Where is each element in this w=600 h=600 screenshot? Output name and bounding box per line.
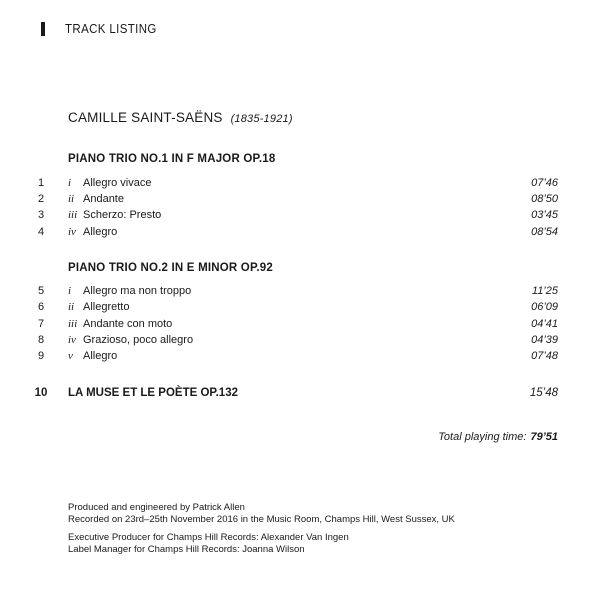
- movement-numeral: iv: [68, 334, 76, 346]
- track-title: Allegro: [83, 226, 118, 238]
- track-duration: 08’50: [531, 193, 558, 205]
- track-number: 9: [37, 350, 45, 362]
- movement-numeral: v: [68, 350, 73, 362]
- track-row[interactable]: [0, 285, 600, 301]
- track-duration: 15’48: [529, 387, 558, 399]
- track-number: 5: [37, 285, 45, 297]
- credit-label-manager: Label Manager for Champs Hill Records: Joanna Wilson: [68, 544, 305, 555]
- track-number: 2: [37, 193, 45, 205]
- track-row[interactable]: [0, 350, 600, 366]
- movement-numeral: iv: [68, 226, 76, 238]
- movement-numeral: iii: [68, 318, 78, 330]
- track-title: Allegro: [83, 350, 118, 362]
- track-duration: 07’46: [531, 177, 558, 189]
- total-value: 79’51: [530, 431, 558, 443]
- track-duration: 07’48: [531, 350, 558, 362]
- track-title: Andante: [83, 193, 124, 205]
- track-row[interactable]: [0, 193, 600, 209]
- track-row[interactable]: [0, 334, 600, 350]
- credit-executive: Executive Producer for Champs Hill Records: Alexander Van Ingen: [68, 532, 349, 543]
- track-title: Scherzo: Presto: [83, 209, 162, 221]
- track-duration: 04’39: [531, 334, 558, 346]
- track-duration: 08’54: [531, 226, 558, 238]
- track-number: 4: [37, 226, 45, 238]
- composer-name: CAMILLE SAINT-SAËNS: [68, 110, 223, 125]
- track-number: 8: [37, 334, 45, 346]
- movement-numeral: i: [68, 285, 72, 297]
- movement-numeral: i: [68, 177, 72, 189]
- total-label: Total playing time:: [438, 431, 527, 443]
- track-row[interactable]: [0, 301, 600, 317]
- credit-recorded: Recorded on 23rd–25th November 2016 in the Music Room, Champs Hill, West Sussex, UK: [68, 514, 455, 525]
- track-row[interactable]: [0, 209, 600, 225]
- track-row[interactable]: [0, 226, 600, 242]
- track-number: 7: [37, 318, 45, 330]
- work-title: LA MUSE ET LE POÈTE OP.132: [68, 387, 238, 399]
- header-title: TRACK LISTING: [65, 22, 157, 36]
- track-title: Allegretto: [83, 301, 130, 313]
- track-duration: 11’25: [531, 285, 558, 297]
- track-row[interactable]: [0, 177, 600, 193]
- header-bar-icon: [41, 22, 45, 36]
- movement-numeral: ii: [68, 301, 75, 313]
- track-duration: 06’09: [531, 301, 558, 313]
- track-listing-header: [41, 22, 165, 36]
- track-title: Grazioso, poco allegro: [83, 334, 194, 346]
- label-credits: [68, 532, 349, 556]
- composer-heading: [68, 110, 293, 125]
- track-number: 1: [37, 177, 45, 189]
- total-playing-time: [438, 431, 558, 443]
- composer-dates: (1835-1921): [230, 113, 293, 125]
- track-title: Andante con moto: [83, 318, 173, 330]
- production-credits: [68, 502, 455, 526]
- track-title: Allegro vivace: [83, 177, 152, 189]
- track-number: 10: [34, 387, 48, 399]
- track-row[interactable]: [0, 387, 600, 403]
- credit-produced: Produced and engineered by Patrick Allen: [68, 502, 245, 513]
- track-duration: 04’41: [531, 318, 558, 330]
- track-number: 6: [37, 301, 45, 313]
- movement-numeral: ii: [68, 193, 75, 205]
- work-title: PIANO TRIO NO.2 IN E MINOR OP.92: [68, 262, 273, 274]
- track-duration: 03’45: [531, 209, 558, 221]
- track-number: 3: [37, 209, 45, 221]
- track-row[interactable]: [0, 318, 600, 334]
- movement-numeral: iii: [68, 209, 78, 221]
- track-title: Allegro ma non troppo: [83, 285, 192, 297]
- work-title: PIANO TRIO NO.1 IN F MAJOR OP.18: [68, 153, 276, 165]
